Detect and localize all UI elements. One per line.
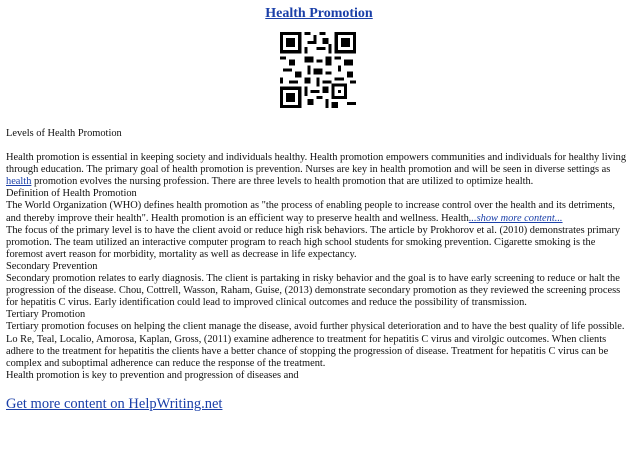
secondary-paragraph: Secondary promotion relates to early diagnosis. The client is partaking in risky behavior and the goal is to have early screening to reduce or halt the progression of the disease. Chou, Cottrell, Wasson, Raham, Guise, (2013) demonstrate secondary promotion as they reviewed the screening process for hepatitis C virus. Early identification could lead to improved clinical outcomes and reduce the possibility of transmission. bbox=[6, 273, 621, 309]
secondary-heading: Secondary Prevention bbox=[6, 260, 98, 272]
tertiary-heading: Tertiary Promotion bbox=[6, 309, 86, 321]
page-title[interactable]: Health Promotion bbox=[265, 6, 373, 21]
health-link[interactable]: health bbox=[6, 176, 32, 188]
closing-paragraph: Health promotion is key to prevention and progression of diseases and bbox=[6, 369, 299, 381]
spacer bbox=[6, 140, 632, 152]
intro-paragraph bbox=[6, 152, 632, 188]
definition-text: The World Organization (WHO) defines health promotion as "the process of enabling people to increase control over the health and its detriments, and thereby improve their health". Health promotion is an efficient way to preserve health and wellness. Health bbox=[6, 200, 615, 224]
qr-code-icon bbox=[280, 32, 356, 108]
intro-text: Health promotion is essential in keeping society and individuals healthy. Health promotion empowers communities and individuals for healthy living through education. The primary goal of health promotion is prevention. Nurses are key in health promotion and will be seen in diverse settings as bbox=[6, 152, 627, 176]
definition-paragraph bbox=[6, 200, 632, 224]
intro-text-end: promotion evolves the nursing profession. There are three levels to health promotion that are utilized to optimize health. bbox=[31, 176, 534, 188]
essay-body bbox=[6, 128, 632, 382]
definition-heading: Definition of Health Promotion bbox=[6, 188, 137, 200]
tertiary-paragraph: Tertiary promotion focuses on helping the client manage the disease, avoid further physical deterioration and to have the best quality of life possible. Lo Re, Teal, Localio, Amorosa, Kaplan, Gross, (2011) examine adherence to treatment for hepatitis C virus and virolgic outcomes. When clients adhere to the treatment for hepatitis the clients have a better chance of stopping the progression of disease. Treatment for hepatitis C virus can be complex and suboptimal adherence can reduce the response of the treatment. bbox=[6, 321, 625, 369]
show-more-link[interactable]: ...show more content... bbox=[468, 212, 563, 224]
levels-heading: Levels of Health Promotion bbox=[6, 128, 122, 139]
primary-paragraph: The focus of the primary level is to have the client avoid or reduce high risk behaviors. The article by Prokhorov et al. (2010) demonstrates primary promotion. The team utilized an interactive computer program to reach high school students for smoking prevention. Cigarette smoking is the foremost avert reason for morbidity, mortality as well as decrease in life expectancy. bbox=[6, 224, 621, 260]
get-more-content-link[interactable]: Get more content on HelpWriting.net bbox=[6, 396, 223, 412]
